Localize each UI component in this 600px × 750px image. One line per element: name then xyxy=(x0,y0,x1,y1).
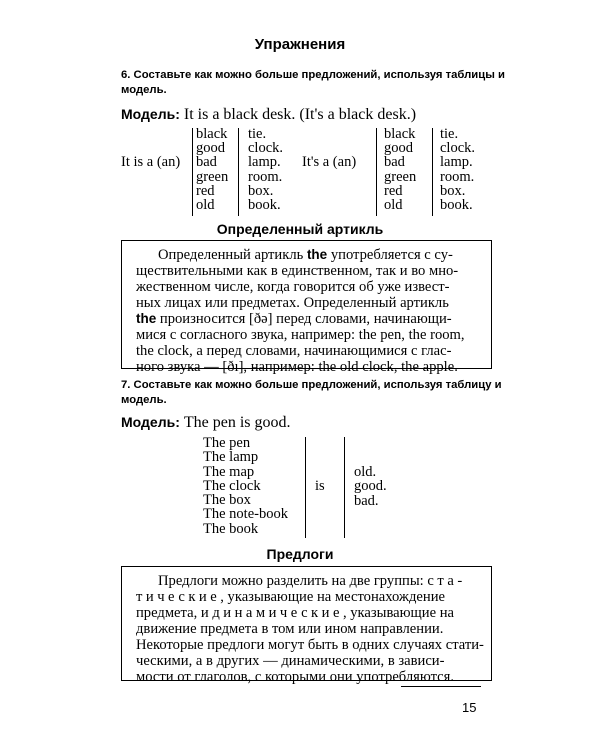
exercise-7-instruction-line-2: модель. xyxy=(121,394,167,406)
rule-line: мости от глаголов, с которыми они употребляются. xyxy=(136,669,454,685)
adjective-cell: old xyxy=(384,196,403,213)
adjective-cell: green xyxy=(196,168,229,185)
section-heading-exercises: Упражнения xyxy=(254,36,346,53)
adjective-cell: bad. xyxy=(354,492,379,509)
rule-line: Предлоги можно разделить на две группы: ста- xyxy=(158,573,466,589)
table-right-divider-1 xyxy=(376,128,377,216)
rule-line: ных лицах или предметах. Определенный артикль xyxy=(136,295,449,311)
exercise-7-divider-1 xyxy=(305,437,306,538)
exercise-7-instruction-line-1: 7. Составьте как можно больше предложений, используя таблицу и xyxy=(121,379,502,391)
noun-cell: clock. xyxy=(440,140,476,157)
subject-cell: The pen xyxy=(203,435,251,451)
exercise-6-instruction-line-1: 6. Составьте как можно больше предложений, используя таблицы и xyxy=(121,69,505,81)
rule-line: Определенный артикль the употребляется с су- xyxy=(158,247,453,263)
table-left-divider-1 xyxy=(192,128,193,216)
rule-line: тические, указывающие на местонахождение xyxy=(136,589,446,605)
rule-line: движение предмета в том или ином направлении. xyxy=(136,621,444,637)
adjective-cell: good xyxy=(384,140,413,157)
exercise-6-instruction xyxy=(121,68,505,98)
definite-article-rule-text xyxy=(136,247,480,375)
rule-line: ного звука — [ðı], например: the old clock, the apple. xyxy=(136,359,458,375)
noun-cell: lamp. xyxy=(248,154,281,171)
table-right-subject: It's a (an) xyxy=(302,154,357,170)
subject-cell: The clock xyxy=(203,477,261,494)
page-number: 15 xyxy=(462,700,477,715)
adjective-cell: good xyxy=(196,140,225,157)
adjective-cell: black xyxy=(196,126,228,142)
subject-cell: The book xyxy=(203,520,259,537)
adjective-cell: black xyxy=(384,126,416,142)
model-label: Модель: xyxy=(121,106,180,122)
adjective-cell: bad xyxy=(196,154,217,171)
table-left-subject: It is a (an) xyxy=(121,154,181,170)
model-sentence: It is a black desk. (It's a black desk.) xyxy=(183,106,417,123)
model-sentence: The pen is good. xyxy=(183,414,291,431)
table-right-nouns xyxy=(440,127,475,212)
adjective-cell: bad xyxy=(384,154,405,171)
adjective-cell: old xyxy=(196,196,215,213)
table-right-divider-2 xyxy=(432,128,433,216)
footer-rule xyxy=(401,686,481,687)
rule-line: Некоторые предлоги могут быть в одних случаях стати- xyxy=(136,637,484,653)
subject-cell: The lamp xyxy=(203,449,259,466)
prepositions-heading: Предлоги xyxy=(266,546,334,562)
table-right-adjectives xyxy=(384,127,416,212)
rule-line: жественном числе, когда говорится об уже извест- xyxy=(136,279,450,295)
exercise-6-instruction-line-2: модель. xyxy=(121,84,167,96)
exercise-7-divider-2 xyxy=(344,437,345,538)
exercise-7-verb: is xyxy=(315,478,325,494)
rule-line: ческими, а в других — динамическими, в зависи- xyxy=(136,653,445,669)
noun-cell: box. xyxy=(248,182,274,199)
model-label: Модель: xyxy=(121,414,180,430)
rule-line: мися с согласного звука, например: the pen, the room, xyxy=(136,327,465,343)
adjective-cell: red xyxy=(196,182,215,199)
exercise-7-model xyxy=(121,414,291,432)
noun-cell: box. xyxy=(440,182,466,199)
noun-cell: lamp. xyxy=(440,154,473,171)
noun-cell: clock. xyxy=(248,140,284,157)
subject-cell: The note-book xyxy=(203,506,288,523)
table-left-adjectives xyxy=(196,127,228,212)
rule-line: the произносится [ðə] перед словами, начинающи- xyxy=(136,311,452,327)
exercise-7-instruction xyxy=(121,378,502,408)
adjective-cell: good. xyxy=(354,478,387,495)
noun-cell: room. xyxy=(248,168,283,185)
table-left-nouns xyxy=(248,127,283,212)
exercise-6-model xyxy=(121,106,416,124)
table-left-divider-2 xyxy=(238,128,239,216)
noun-cell: tie. xyxy=(440,126,459,142)
subject-cell: The map xyxy=(203,463,255,480)
noun-cell: book. xyxy=(248,196,281,213)
noun-cell: book. xyxy=(440,196,473,213)
subject-cell: The box xyxy=(203,492,251,509)
definite-article-heading: Определенный артикль xyxy=(216,221,384,237)
noun-cell: room. xyxy=(440,168,475,185)
exercise-7-adjectives xyxy=(354,465,387,508)
adjective-cell: green xyxy=(384,168,417,185)
rule-line: предмета, и динамические, указывающие на xyxy=(136,605,454,621)
prepositions-rule-text xyxy=(136,573,484,685)
rule-line: the clock, а перед словами, начинающимися с глас- xyxy=(136,343,452,359)
adjective-cell: red xyxy=(384,182,403,199)
adjective-cell: old. xyxy=(354,464,377,480)
exercise-7-subjects xyxy=(203,436,288,536)
rule-line: ществительными как в единственном, так и во мно- xyxy=(136,263,459,279)
noun-cell: tie. xyxy=(248,126,267,142)
